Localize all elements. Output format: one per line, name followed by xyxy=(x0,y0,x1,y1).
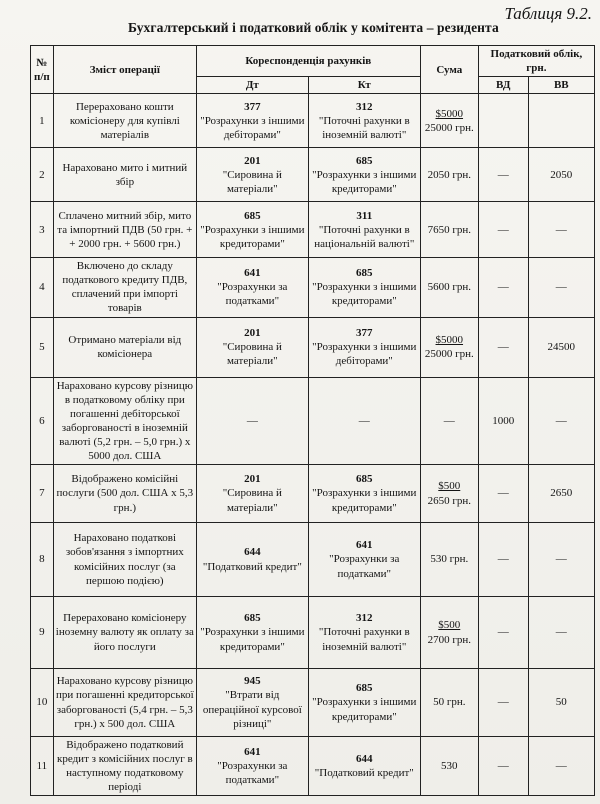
cell-operation xyxy=(53,202,196,258)
cell-no xyxy=(31,148,54,202)
kt-account-name: "Розрахунки за податками" xyxy=(329,553,400,580)
cell-sum xyxy=(420,737,478,796)
kt-account-name: "Поточні рахунки в національній валюті" xyxy=(314,223,415,250)
dt-account-number: 685 xyxy=(244,209,261,222)
sum-currency: $500 xyxy=(438,480,461,493)
kt-account-name: "Розрахунки з іншими дебіторами" xyxy=(312,341,417,368)
cell-sum xyxy=(420,317,478,377)
kt-account-number: 312 xyxy=(356,100,373,113)
sum-uah: 50 грн. xyxy=(433,696,466,709)
vd-text: — xyxy=(497,168,509,181)
dt-account-name: "Розрахунки з іншими кредиторами" xyxy=(200,223,305,250)
table-title: Бухгалтерський і податковий облік у комітента – резидента xyxy=(128,20,499,35)
sum-currency: $5000 xyxy=(435,333,464,346)
op-text: Відображено комісійні послуги (500 дол. США х 5,3 грн.) xyxy=(56,473,194,514)
cell-sum xyxy=(420,523,478,597)
header-correspondence: Кореспонденція рахунків xyxy=(196,46,420,77)
vv-text: — xyxy=(555,553,567,566)
dt-account-name: "Сировина й матеріали" xyxy=(222,168,282,195)
dt-account-number: 201 xyxy=(244,154,261,167)
cell-dt xyxy=(196,597,308,669)
vd-text: — xyxy=(497,553,509,566)
kt-account-number: 685 xyxy=(356,682,373,695)
no-text: 6 xyxy=(39,414,45,427)
cell-operation xyxy=(53,317,196,377)
cell-operation xyxy=(53,523,196,597)
cell-dt xyxy=(196,377,308,464)
table-row xyxy=(31,597,595,669)
sum-uah: 2700 грн. xyxy=(427,633,471,646)
cell-sum xyxy=(420,148,478,202)
dt-account-name: "Втрати від операційної курсової різниці" xyxy=(202,689,302,730)
op-text: Перераховано кошти комісіонеру для купівлі матеріалів xyxy=(69,100,180,141)
cell-kt xyxy=(308,94,420,148)
no-text: 10 xyxy=(36,696,48,709)
cell-operation xyxy=(53,669,196,737)
kt-account-name: "Розрахунки з іншими кредиторами" xyxy=(312,696,417,723)
dt-account-number: 641 xyxy=(244,746,261,759)
cell-kt xyxy=(308,523,420,597)
kt-account-number: 377 xyxy=(356,326,373,339)
dt-account-name: "Сировина й матеріали" xyxy=(222,341,282,368)
sum-uah: 5600 грн. xyxy=(427,281,471,294)
vv-text: 24500 xyxy=(547,341,576,353)
cell-dt xyxy=(196,737,308,796)
op-text: Нараховано курсову різницю в податковому обліку при погашенні дебіторської заборгованості в іноземній валюті (5,2 грн. – 5,0 грн.) х 5000 дол. США xyxy=(56,379,193,462)
cell-kt xyxy=(308,317,420,377)
cell-no xyxy=(31,737,54,796)
table-row xyxy=(31,148,595,202)
table-row xyxy=(31,377,595,464)
vd-text: 1000 xyxy=(492,414,515,427)
cell-sum xyxy=(420,94,478,148)
dt-account-name: "Податковий кредит" xyxy=(202,560,302,573)
sum-uah: 2050 грн. xyxy=(427,168,471,181)
cell-vd xyxy=(478,94,528,148)
dt-account-number: 644 xyxy=(244,546,261,559)
cell-operation xyxy=(53,94,196,148)
kt-account-name: "Розрахунки з іншими кредиторами" xyxy=(312,168,417,195)
sum-currency: $500 xyxy=(438,619,461,632)
table-row xyxy=(31,202,595,258)
dt-account-name: "Розрахунки з іншими кредиторами" xyxy=(200,626,305,653)
cell-operation xyxy=(53,465,196,523)
kt-account-number: 311 xyxy=(356,209,373,222)
dt-account-number: 377 xyxy=(244,100,261,113)
table-row xyxy=(31,94,595,148)
header-vv: ВВ xyxy=(528,77,594,94)
table-row xyxy=(31,317,595,377)
op-text: Отримано матеріали від комісіонера xyxy=(68,333,182,361)
cell-vv xyxy=(528,202,594,258)
kt-account-name: "Розрахунки з іншими кредиторами" xyxy=(312,487,417,514)
cell-operation xyxy=(53,377,196,464)
cell-vv xyxy=(528,258,594,317)
cell-vd xyxy=(478,148,528,202)
table-row xyxy=(31,669,595,737)
dt-account-number: 945 xyxy=(244,675,261,688)
sum-uah: — xyxy=(443,414,455,427)
cell-no xyxy=(31,465,54,523)
cell-no xyxy=(31,597,54,669)
cell-operation xyxy=(53,258,196,317)
cell-no xyxy=(31,523,54,597)
cell-operation xyxy=(53,597,196,669)
vv-text: — xyxy=(555,223,567,236)
dt-account-name: "Розрахунки за податками" xyxy=(217,281,288,308)
no-text: 7 xyxy=(39,487,45,500)
cell-vv xyxy=(528,669,594,737)
vd-text: — xyxy=(497,696,509,709)
cell-vv xyxy=(528,377,594,464)
cell-dt xyxy=(196,317,308,377)
kt-account-number: 685 xyxy=(356,473,373,486)
op-text: Включено до складу податкового кредиту ПДВ, сплачений при імпорті товарів xyxy=(62,260,188,315)
op-text: Нараховано податкові зобов'язання з імпортних комісійних послуг (за першою подією) xyxy=(65,532,184,587)
cell-kt xyxy=(308,597,420,669)
cell-vd xyxy=(478,737,528,796)
dt-account-number: 201 xyxy=(244,326,261,339)
op-text: Нараховано курсову різницю при погашенні кредиторської заборгованості (5,4 грн. – 5,3 грн.) х 500 дол. США xyxy=(55,675,194,730)
kt-account-number: 685 xyxy=(356,267,373,280)
cell-sum xyxy=(420,258,478,317)
op-text: Відображено податковий кредит з комісійних послуг в наступному податковому періоді xyxy=(57,739,193,794)
vd-text: — xyxy=(497,281,509,294)
sum-uah: 25000 грн. xyxy=(424,348,474,361)
kt-account-number: 641 xyxy=(356,539,373,552)
no-text: 11 xyxy=(36,760,48,773)
header-dt: Дт xyxy=(196,77,308,94)
kt-account-number: 644 xyxy=(356,753,373,766)
vv-text: 50 xyxy=(555,696,567,709)
kt-account-name: "Розрахунки з іншими кредиторами" xyxy=(312,281,417,308)
dt-account-name: "Сировина й матеріали" xyxy=(222,487,282,514)
dt-account-name: — xyxy=(246,414,258,427)
no-text: 4 xyxy=(39,281,45,294)
sum-uah: 530 грн. xyxy=(430,553,469,566)
cell-kt xyxy=(308,465,420,523)
no-text: 5 xyxy=(39,341,45,353)
header-no: № п/п xyxy=(31,46,54,94)
cell-vd xyxy=(478,377,528,464)
vv-text: — xyxy=(555,760,567,773)
vv-text: 2650 xyxy=(550,487,573,500)
cell-vv xyxy=(528,523,594,597)
cell-no xyxy=(31,317,54,377)
cell-vd xyxy=(478,258,528,317)
cell-dt xyxy=(196,202,308,258)
cell-kt xyxy=(308,202,420,258)
sum-uah: 25000 грн. xyxy=(424,121,474,134)
cell-vd xyxy=(478,465,528,523)
cell-dt xyxy=(196,258,308,317)
vv-text: — xyxy=(555,414,567,427)
cell-operation xyxy=(53,737,196,796)
vd-text: — xyxy=(497,341,509,353)
header-tax: Податковий облік, грн. xyxy=(478,46,594,77)
sum-currency: $5000 xyxy=(435,107,464,120)
table-row xyxy=(31,258,595,317)
accounting-table xyxy=(30,45,595,796)
header-vd: ВД xyxy=(478,77,528,94)
vd-text: — xyxy=(497,760,509,773)
cell-dt xyxy=(196,148,308,202)
no-text: 1 xyxy=(39,114,45,127)
cell-dt xyxy=(196,523,308,597)
cell-operation xyxy=(53,148,196,202)
kt-account-number: 312 xyxy=(356,612,373,625)
cell-vv xyxy=(528,737,594,796)
table-row xyxy=(31,523,595,597)
sum-uah: 2650 грн. xyxy=(427,494,471,507)
dt-account-number: 685 xyxy=(244,612,261,625)
cell-vv xyxy=(528,94,594,148)
op-text: Сплачено митний збір, мито та імпортний ПДВ (50 грн. + + 2000 грн. + 5600 грн.) xyxy=(57,209,193,250)
table-row xyxy=(31,737,595,796)
kt-account-name: — xyxy=(358,414,370,427)
vv-text: 2050 xyxy=(550,168,573,181)
dt-account-name: "Розрахунки за податками" xyxy=(217,760,288,787)
dt-account-name: "Розрахунки з іншими дебіторами" xyxy=(200,114,305,141)
cell-vv xyxy=(528,465,594,523)
cell-vd xyxy=(478,523,528,597)
header-sum: Сума xyxy=(420,46,478,94)
cell-sum xyxy=(420,465,478,523)
cell-vd xyxy=(478,202,528,258)
cell-vv xyxy=(528,317,594,377)
dt-account-number: 201 xyxy=(244,473,261,486)
table-row xyxy=(31,465,595,523)
header-operation: Зміст операції xyxy=(53,46,196,94)
cell-dt xyxy=(196,465,308,523)
cell-dt xyxy=(196,669,308,737)
cell-kt xyxy=(308,377,420,464)
cell-kt xyxy=(308,148,420,202)
sum-uah: 7650 грн. xyxy=(427,223,471,236)
vv-text: — xyxy=(555,281,567,294)
no-text: 3 xyxy=(39,223,45,236)
kt-account-name: "Податковий кредит" xyxy=(314,767,414,780)
vd-text: — xyxy=(497,223,509,236)
cell-vd xyxy=(478,317,528,377)
header-kt: Кт xyxy=(308,77,420,94)
no-text: 8 xyxy=(39,553,45,566)
kt-account-number: 685 xyxy=(356,154,373,167)
cell-no xyxy=(31,258,54,317)
sum-uah: 530 xyxy=(441,760,458,773)
cell-vd xyxy=(478,597,528,669)
kt-account-name: "Поточні рахунки в іноземній валюті" xyxy=(318,626,410,653)
vv-text: — xyxy=(555,626,567,639)
kt-account-name: "Поточні рахунки в іноземній валюті" xyxy=(318,114,410,141)
vd-text: — xyxy=(497,626,509,639)
vd-text: — xyxy=(497,487,509,500)
cell-no xyxy=(31,669,54,737)
cell-dt xyxy=(196,94,308,148)
table-caption: Таблиця 9.2. xyxy=(504,4,592,23)
cell-vv xyxy=(528,597,594,669)
cell-no xyxy=(31,377,54,464)
cell-no xyxy=(31,94,54,148)
cell-kt xyxy=(308,669,420,737)
cell-sum xyxy=(420,597,478,669)
cell-no xyxy=(31,202,54,258)
cell-vv xyxy=(528,148,594,202)
op-text: Перераховано комісіонеру іноземну валюту як оплату за його послуги xyxy=(55,612,194,653)
op-text: Нараховано мито і митний збір xyxy=(62,161,188,188)
cell-kt xyxy=(308,737,420,796)
no-text: 9 xyxy=(39,626,45,639)
cell-sum xyxy=(420,669,478,737)
cell-vd xyxy=(478,669,528,737)
cell-sum xyxy=(420,202,478,258)
cell-sum xyxy=(420,377,478,464)
dt-account-number: 641 xyxy=(244,267,261,280)
no-text: 2 xyxy=(39,168,45,181)
cell-kt xyxy=(308,258,420,317)
